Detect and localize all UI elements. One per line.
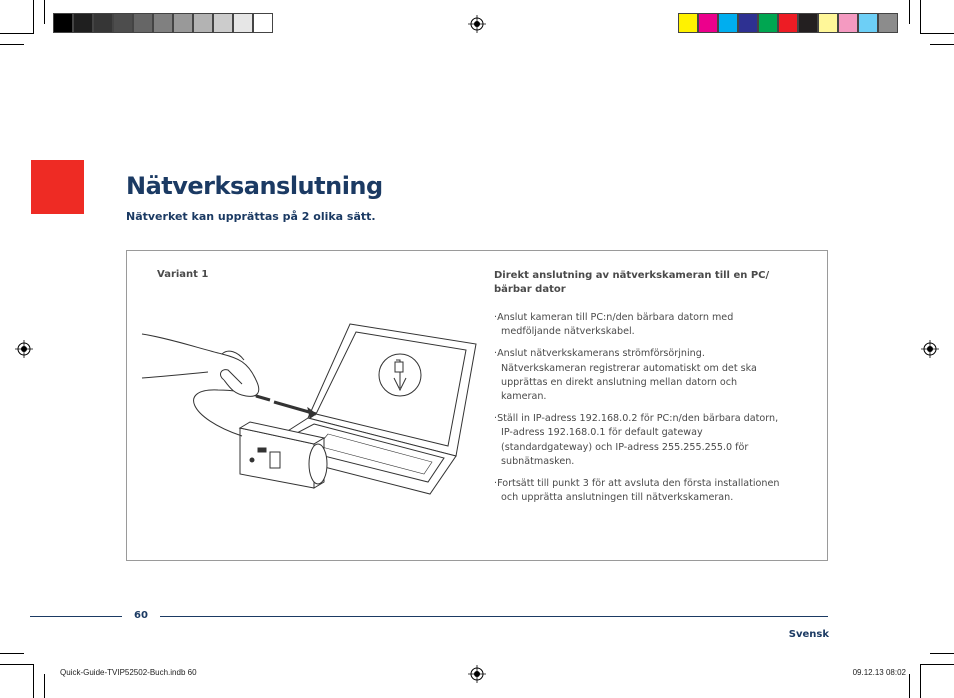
section-heading-line: bärbar dator [494,284,566,295]
camera-laptop-illustration [138,318,478,498]
instruction-item: · Fortsätt till punkt 3 för att avsluta den första installationen och upprätta anslutningen till nätverkskameran. [494,477,784,505]
crop-mark [920,33,954,34]
slug-filename: Quick-Guide-TVIP52502-Buch.indb 60 [60,668,197,677]
color-swatch [193,13,213,33]
crop-mark [0,44,24,45]
color-swatch [758,13,778,33]
color-swatch [678,13,698,33]
color-swatch [878,13,898,33]
section-heading-line: Direkt anslutning av nätverkskameran till en PC/ [494,270,770,281]
language-label: Svensk [788,629,829,640]
crop-mark [0,33,34,34]
registration-mark-icon [15,340,33,358]
color-swatch [738,13,758,33]
section-color-tab [31,160,84,214]
color-swatch [253,13,273,33]
crop-mark [33,664,34,698]
color-swatch [93,13,113,33]
color-swatch [233,13,253,33]
page-subtitle: Nätverket kan upprättas på 2 olika sätt. [126,210,376,223]
crop-mark [920,664,921,698]
instruction-item: · Anslut nätverkskamerans strömförsörjning. Nätverkskameran registrerar automatiskt om det ska upprättas en direkt anslutning mellan datorn och kameran. [494,347,784,404]
instruction-list [494,311,784,513]
registration-mark-icon [921,340,939,358]
color-swatch [798,13,818,33]
gray-swatch-strip [53,13,273,33]
color-swatch [173,13,193,33]
color-swatch [113,13,133,33]
crop-mark [909,0,910,24]
crop-mark [0,664,34,665]
footer-rule-left [30,616,122,617]
crop-mark [44,674,45,698]
color-swatch [858,13,878,33]
crop-mark [920,664,954,665]
slug-timestamp: 09.12.13 08:02 [852,668,906,677]
color-swatch [133,13,153,33]
color-swatch-strip [678,13,898,33]
crop-mark [930,44,954,45]
page-number: 60 [134,610,148,621]
crop-mark [33,0,34,34]
crop-mark [909,674,910,698]
page-title: Nätverksanslutning [126,172,383,200]
color-swatch [818,13,838,33]
registration-mark-icon [468,665,486,683]
instruction-item: · Ställ in IP-adress 192.168.0.2 för PC:n/den bärbara datorn, IP-adress 192.168.0.1 för default gateway (standardgateway) och IP-adress 255.255.255.0 för subnätmasken. [494,412,784,469]
footer-rule-right [160,616,828,617]
crop-mark [0,653,24,654]
variant-label: Variant 1 [157,269,209,280]
crop-mark [930,653,954,654]
color-swatch [778,13,798,33]
color-swatch [73,13,93,33]
crop-mark [44,0,45,24]
color-swatch [153,13,173,33]
color-swatch [53,13,73,33]
instruction-item: · Anslut kameran till PC:n/den bärbara datorn med medföljande nätverkskabel. [494,311,784,339]
color-swatch [838,13,858,33]
crop-mark [920,0,921,34]
registration-mark-icon [468,15,486,33]
section-heading [494,269,774,297]
color-swatch [213,13,233,33]
color-swatch [718,13,738,33]
color-swatch [698,13,718,33]
